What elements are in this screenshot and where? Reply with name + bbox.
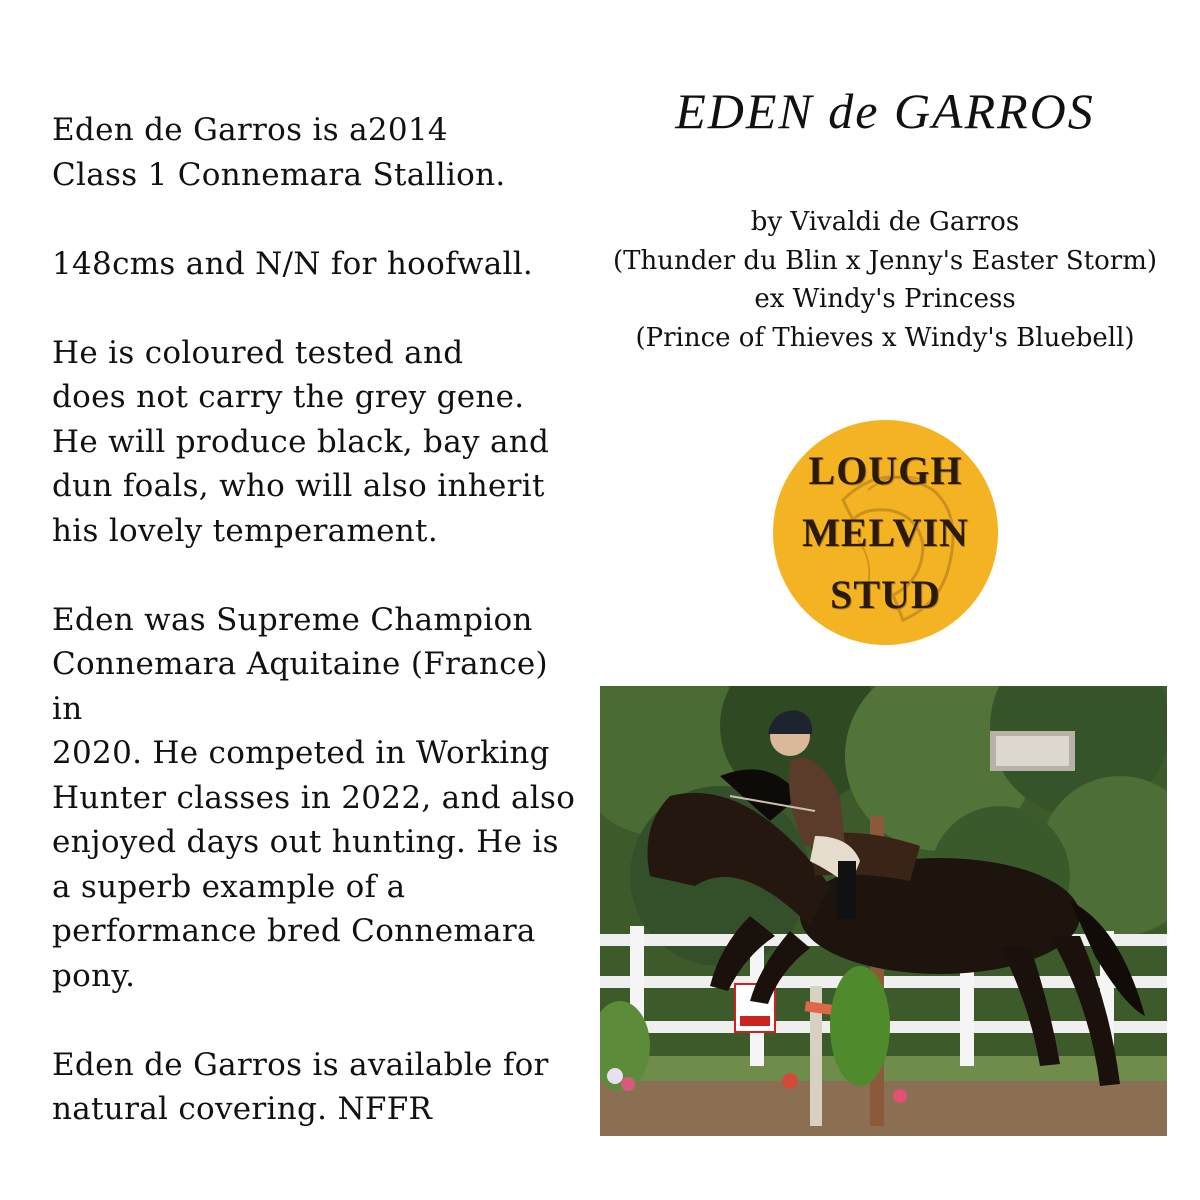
jumping-photo [600,686,1167,1136]
dam-line: ex Windy's Princess [754,284,1016,314]
logo-line-3: STUD [830,571,941,617]
logo-line-2: MELVIN [802,509,969,555]
availability-paragraph: Eden de Garros is available for natural covering. NFFR [52,1046,549,1127]
description-text [52,108,582,1176]
colour-paragraph: He is coloured tested and does not carry the grey gene. He will produce black, bay and dun foals, who will also inherit his lovely temperament. [52,334,550,549]
intro-paragraph: Eden de Garros is a2014 Class 1 Connemara Stallion. [52,112,506,193]
height-paragraph: 148cms and N/N for hoofwall. [52,245,534,282]
sire-line: by Vivaldi de Garros [750,207,1020,237]
dam-parents-line: (Prince of Thieves x Windy's Bluebell) [635,322,1135,353]
stallion-title: EDEN de GARROS [675,83,1095,139]
achievements-paragraph: Eden was Supreme Champion Connemara Aquitaine (France) in 2020. He competed in Working Hunter classes in 2022, and also enjoyed days out hunting. He is a superb example of a performance bred Connemara pony. [52,601,576,994]
stud-logo [773,420,998,645]
sire-parents-line: (Thunder du Blin x Jenny's Easter Storm) [612,245,1157,276]
pedigree [590,203,1180,357]
logo-line-1: LOUGH [808,447,963,493]
